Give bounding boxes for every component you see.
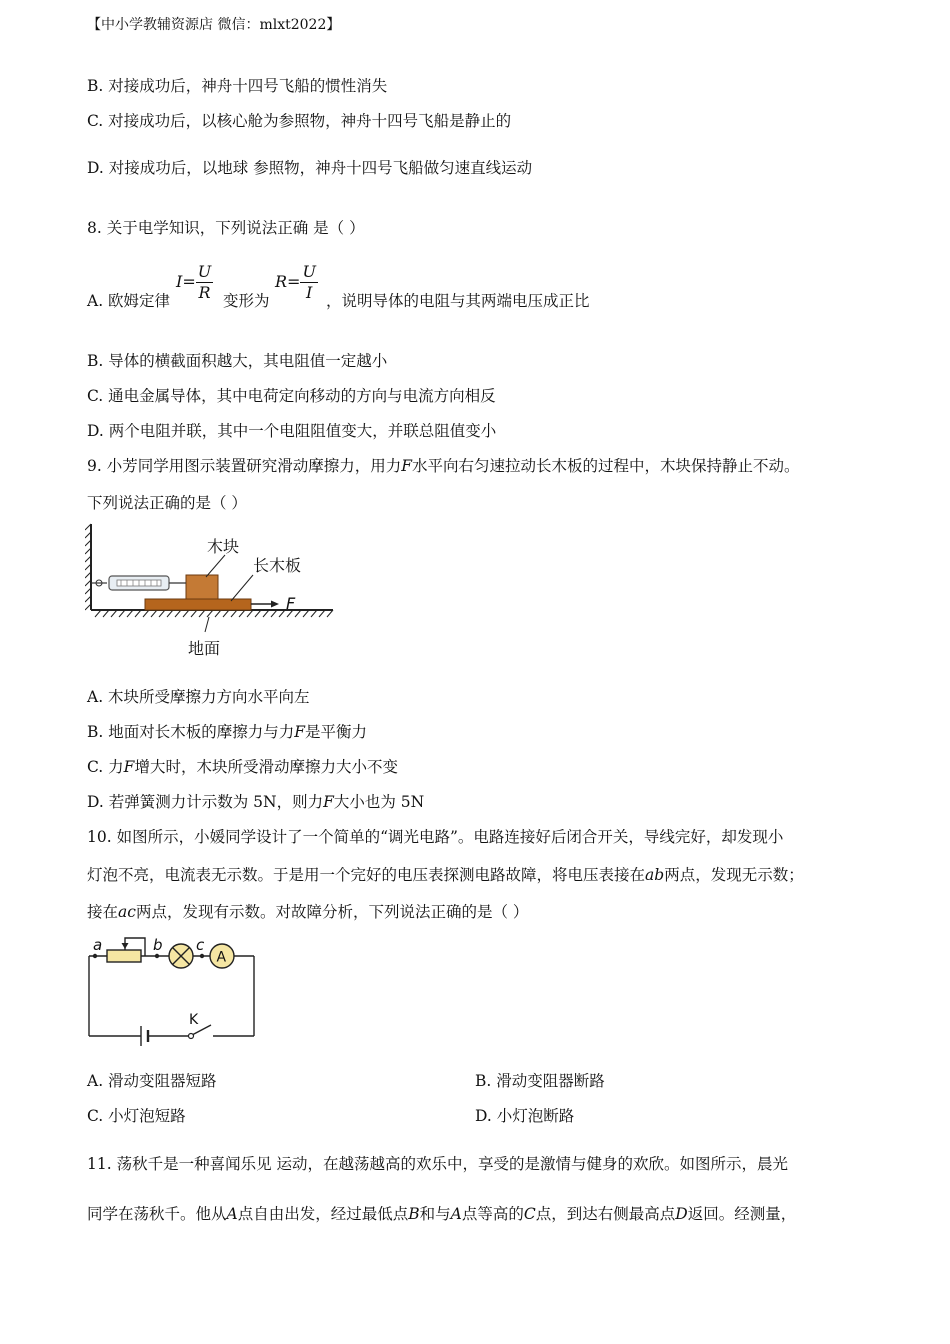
q10-line2-text-b: 两点，发现无示数； [664, 866, 804, 884]
board-leader-line [231, 575, 253, 601]
q11-text-a: 同学在荡秋千。他从 [87, 1205, 227, 1223]
q9-option-c-text-b: 增大时，木块所受滑动摩擦力大小不变 [134, 758, 398, 776]
q11-text-e: 点，到达右侧最高点 [535, 1205, 676, 1223]
formula-1-denominator: R [198, 283, 211, 302]
q8-stem: 8. 关于电学知识，下列说法正确 是（ ） [87, 219, 365, 237]
q7-option-c: C. 对接成功后，以核心舱为参照物，神舟十四号飞船是静止的 [87, 112, 512, 130]
formula-2-fraction [300, 262, 317, 303]
ohm-law-formula [176, 262, 213, 303]
q9-stem-line1 [87, 455, 800, 477]
q7-option-b: B. 对接成功后，神舟十四号飞船的惯性消失 [87, 77, 388, 95]
node-a-dot [93, 954, 97, 958]
q10-line2-ab: ab [645, 866, 665, 884]
formula-1-fraction [196, 262, 213, 303]
q11-stem-line1: 11. 荡秋千是一种喜闻乐见 运动，在越荡越高的欢乐中，享受的是激情与健身的欢欣。如图所示，晨光 [87, 1155, 789, 1173]
formula-2-denominator: I [306, 283, 313, 302]
board-label: 长木板 [253, 556, 302, 575]
block-leader-line [206, 555, 225, 577]
q11-point-a-2: A [450, 1205, 462, 1223]
q10-stem-line1: 10. 如图所示，小媛同学设计了一个简单的“调光电路”。电路连接好后闭合开关，导线完好，却发现小 [87, 828, 784, 846]
q8-option-b: B. 导体的横截面积越大，其电阻值一定越小 [87, 352, 388, 370]
q11-point-c: C [523, 1205, 536, 1223]
ground-label: 地面 [188, 639, 221, 658]
force-arrow-head [271, 601, 279, 608]
q11-text-d: 点等高的 [461, 1205, 524, 1223]
ground-leader-line [205, 617, 209, 632]
switch-label: K [189, 1012, 199, 1028]
node-b-label: b [153, 936, 163, 954]
q8-option-a-prefix: A. 欧姆定律 [87, 292, 171, 310]
long-board [145, 599, 251, 610]
formula-2-numerator: U [302, 262, 316, 281]
q10-stem-line2 [87, 864, 804, 886]
q9-option-d-text-b: 大小也为 5N [333, 793, 425, 811]
friction-experiment-figure [85, 522, 337, 662]
q8-option-c: C. 通电金属导体，其中电荷定向移动的方向与电流方向相反 [87, 387, 496, 405]
q9-option-c [87, 756, 398, 778]
q9-option-b [87, 721, 367, 743]
node-c-dot [200, 954, 204, 958]
node-b-dot [155, 954, 159, 958]
q8-option-a [87, 290, 170, 312]
q9-stem-text-a: 9. 小芳同学用图示装置研究滑动摩擦力，用力 [87, 457, 402, 475]
q11-text-c: 和与 [419, 1205, 451, 1223]
dimmer-circuit-figure [85, 932, 260, 1052]
q10-option-c: C. 小灯泡短路 [87, 1107, 186, 1125]
q11-point-d: D [675, 1205, 688, 1223]
page-header: 【中小学教辅资源店 微信：mlxt2022】 [87, 17, 341, 33]
node-c-label: c [196, 936, 205, 954]
q9-option-d [87, 791, 424, 813]
q9-option-d-text-a: D. 若弹簧测力计示数为 5N，则力 [87, 793, 324, 811]
q9-stem-text-b: 水平向右匀速拉动长木板的过程中，木块保持静止不动。 [411, 457, 800, 475]
q10-line3-text-a: 接在 [87, 903, 119, 921]
q9-option-c-text-a: C. 力 [87, 758, 124, 776]
q11-point-b: B [408, 1205, 420, 1223]
q11-stem-line2 [87, 1203, 796, 1225]
rheostat [107, 950, 141, 962]
q11-text-f: 返回。经测量， [687, 1205, 797, 1223]
q11-text-b: 点自由出发，经过最低点 [237, 1205, 409, 1223]
q9-stem-force: F [401, 457, 412, 475]
switch-pivot [189, 1034, 194, 1039]
resistance-formula [275, 262, 318, 303]
q9-option-b-force: F [294, 723, 306, 741]
q7-option-d: D. 对接成功后，以地球 参照物，神舟十四号飞船做匀速直线运动 [87, 159, 533, 177]
q10-line3-text-b: 两点，发现有示数。对故障分析，下列说法正确的是（ ） [135, 903, 529, 921]
rheostat-slider-arrow [122, 943, 129, 949]
q9-option-d-force: F [323, 793, 334, 811]
q8-option-a-suffix: ，说明导体的电阻与其两端电压成正比 [326, 292, 590, 310]
ammeter-label: A [216, 949, 227, 966]
q9-option-b-text-a: B. 地面对长木板的摩擦力与力 [87, 723, 295, 741]
formula-1-lhs: I= [176, 272, 196, 291]
wood-block [186, 575, 218, 599]
force-label: F [286, 594, 296, 613]
q9-option-b-text-b: 是平衡力 [305, 723, 368, 741]
q9-stem-line2: 下列说法正确的是（ ） [87, 494, 247, 512]
formula-2-lhs: R= [275, 272, 301, 291]
q8-option-a-mid: 变形为 [223, 292, 270, 310]
q10-line2-text-a: 灯泡不亮，电流表无示数。于是用一个完好的电压表探测电路故障，将电压表接在 [87, 866, 646, 884]
ground-hatch [95, 610, 333, 617]
node-a-label: a [93, 936, 103, 954]
q10-line3-ac: ac [118, 903, 136, 921]
q10-option-d: D. 小灯泡断路 [475, 1107, 575, 1125]
q9-option-c-force: F [123, 758, 135, 776]
q8-option-d: D. 两个电阻并联，其中一个电阻阻值变大，并联总阻值变小 [87, 422, 497, 440]
block-label: 木块 [207, 537, 240, 556]
q10-option-a: A. 滑动变阻器短路 [87, 1072, 217, 1090]
q9-option-a: A. 木块所受摩擦力方向水平向左 [87, 688, 310, 706]
q11-point-a-1: A [226, 1205, 238, 1223]
q10-stem-line3 [87, 901, 528, 923]
q10-option-b: B. 滑动变阻器断路 [475, 1072, 605, 1090]
formula-1-numerator: U [197, 262, 212, 281]
